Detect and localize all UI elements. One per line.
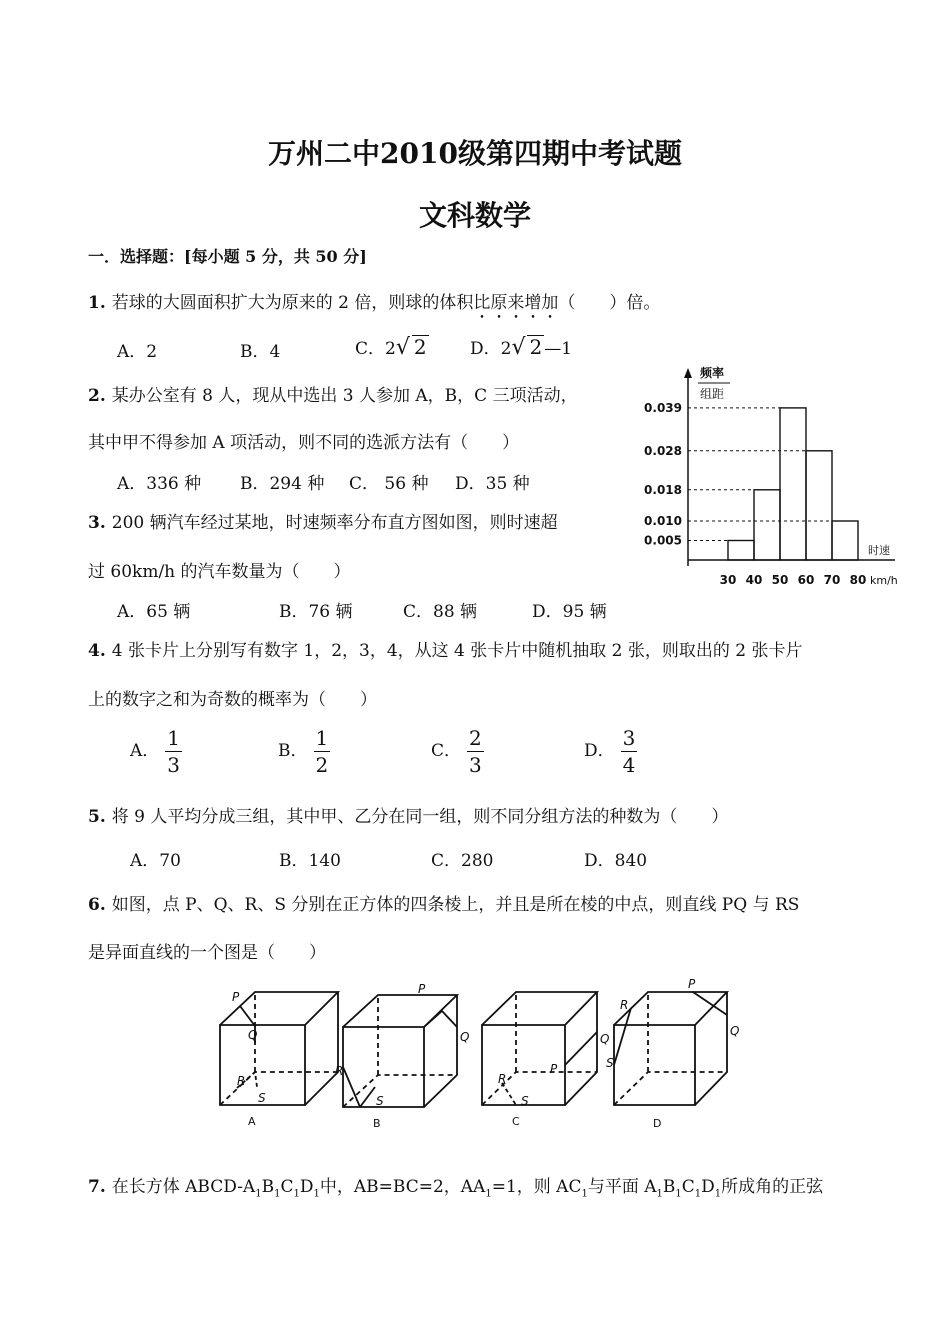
question-3	[88, 508, 558, 533]
page-title: 万州二中2010级第四期中考试题	[268, 137, 682, 170]
svg-text:R: R	[335, 1064, 344, 1078]
cube-label-a: A	[248, 1115, 256, 1128]
fraction: $\frac{1}{3}$	[167, 726, 181, 777]
x-tick-label: 30	[719, 573, 737, 587]
question-text: 将 9 人平均分成三组，其中甲、乙分在同一组，则不同分组方法的种数为（ ）	[111, 807, 729, 827]
svg-text:Q: Q	[730, 1024, 740, 1038]
x-tick-label: 80	[849, 573, 867, 587]
question-2-line2: 其中甲不得参加 A 项活动，则不同的选派方法有（ ）	[88, 433, 520, 453]
question-6	[88, 890, 799, 915]
page-subtitle: 文科数学	[418, 199, 531, 232]
fraction: $\frac{3}{4}$	[622, 726, 636, 777]
q4-option-b: B． $\frac{1}{2}$	[278, 726, 329, 777]
histogram-bar	[806, 451, 832, 560]
q2-option-b: B．294 种	[240, 474, 325, 494]
frequency-histogram	[640, 362, 905, 592]
y-label-bottom: 组距	[700, 387, 725, 401]
svg-text:P: P	[418, 982, 426, 996]
q5-option-c: C．280	[431, 851, 494, 871]
question-1	[88, 288, 660, 323]
x-tick-label: 70	[823, 573, 841, 587]
x-tick-label: 40	[745, 573, 763, 587]
x-label-bottom: km/h	[870, 574, 898, 587]
question-number: 1.	[88, 293, 106, 313]
q3-option-d: D．95 辆	[532, 602, 607, 622]
q4-option-a: A． $\frac{1}{3}$	[130, 726, 181, 777]
svg-text:Q: Q	[600, 1032, 610, 1046]
section-heading: 一．选择题：[每小题 5 分，共 50 分]	[88, 247, 367, 266]
cube-c	[482, 992, 597, 1105]
fraction: $\frac{1}{2}$	[315, 726, 329, 777]
y-tick-label: 0.039	[644, 400, 682, 415]
q3-option-c: C．88 辆	[403, 602, 478, 622]
y-tick-label: 0.018	[644, 482, 682, 497]
question-text: 4 张卡片上分别写有数字 1，2，3，4，从这 4 张卡片中随机抽取 2 张，则取出的 2 张卡片	[111, 641, 803, 661]
y-tick-label: 0.005	[644, 533, 682, 548]
svg-text:Q: Q	[460, 1030, 470, 1044]
q4-option-d: D． $\frac{3}{4}$	[584, 726, 636, 777]
question-4-line2: 上的数字之和为奇数的概率为（ ）	[88, 690, 377, 710]
x-tick-label: 50	[771, 573, 789, 587]
cube-b	[343, 995, 457, 1107]
q2-option-a: A．336 种	[117, 474, 202, 494]
svg-text:R: R	[237, 1074, 246, 1088]
svg-text:S: S	[606, 1056, 614, 1070]
cube-d	[614, 992, 727, 1105]
question-4	[88, 636, 803, 661]
q3-option-a: A．65 辆	[117, 602, 191, 622]
histogram-bar	[728, 541, 754, 561]
svg-text:S: S	[376, 1094, 384, 1108]
fraction: $\frac{2}{3}$	[469, 726, 482, 777]
q2-option-c: C． 56 种	[349, 474, 429, 494]
question-text: 如图，点 P、Q、R、S 分别在正方体的四条棱上，并且是所在棱的中点，则直线 PQ 与 RS	[111, 895, 800, 915]
q1-option-b: B．4	[240, 342, 281, 362]
emphasized-text: 比原来增加	[473, 293, 559, 313]
q1-option-c: C．2√ 2	[355, 335, 427, 360]
histogram-bar	[780, 408, 806, 560]
cube-label-d: D	[653, 1117, 662, 1130]
q4-option-c: C． $\frac{2}{3}$	[431, 726, 482, 777]
svg-text:S: S	[521, 1094, 529, 1108]
question-text: 某办公室有 8 人，现从中选出 3 人参加 A，B，C 三项活动，	[111, 386, 578, 406]
q1-option-d: D．2√ 2 —1	[470, 335, 573, 360]
question-text: 200 辆汽车经过某地，时速频率分布直方图如图，则时速超	[111, 513, 558, 533]
question-number: 2.	[88, 386, 106, 406]
histogram-bar	[754, 490, 780, 560]
question-number: 7.	[88, 1177, 106, 1197]
svg-text:P: P	[232, 990, 240, 1004]
cube-label-c: C	[512, 1115, 520, 1128]
cube-figures	[210, 975, 750, 1140]
question-number: 6.	[88, 895, 106, 915]
svg-text:P: P	[688, 977, 696, 991]
x-label-top: 时速	[868, 544, 890, 557]
q2-option-d: D．35 种	[455, 474, 530, 494]
question-text-end: （ ）倍。	[558, 293, 661, 313]
y-tick-label: 0.028	[644, 443, 682, 458]
question-5	[88, 802, 728, 827]
question-text: 若球的大圆面积扩大为原来的 2 倍，则球的体积	[111, 293, 474, 313]
x-tick-label: 60	[797, 573, 815, 587]
svg-text:R: R	[498, 1072, 507, 1086]
question-7: 7. 在长方体 ABCD-$A_1B_1C_1D_1$中，AB=BC=2，$AA_1=1$，则 $AC_1$与平面 $A_1B_1C_1D_1$所成角的正弦	[88, 1177, 824, 1200]
q5-option-b: B．140	[279, 851, 341, 871]
q5-option-d: D．840	[584, 851, 648, 871]
y-tick-label: 0.010	[644, 514, 682, 528]
svg-text:S: S	[258, 1091, 266, 1105]
question-number: 4.	[88, 641, 106, 661]
y-axis-arrow	[684, 368, 692, 378]
cube-label-b: B	[373, 1117, 381, 1130]
svg-text:R: R	[620, 998, 629, 1012]
cube-a	[220, 992, 338, 1105]
svg-text:P: P	[550, 1062, 558, 1076]
question-3-line2: 过 60km/h 的汽车数量为（ ）	[88, 562, 351, 582]
histogram-bar	[832, 521, 858, 560]
question-2	[88, 381, 578, 406]
question-6-line2: 是异面直线的一个图是（ ）	[88, 943, 326, 963]
q1-option-a: A．2	[117, 342, 158, 362]
svg-text:Q: Q	[248, 1028, 258, 1042]
radical-sign: √	[395, 335, 410, 360]
y-label-top: 频率	[700, 366, 725, 380]
q5-option-a: A．70	[130, 851, 181, 871]
question-number: 5.	[88, 807, 106, 827]
q3-option-b: B．76 辆	[279, 602, 353, 622]
radical-sign: √	[511, 335, 526, 360]
question-number: 3.	[88, 513, 106, 533]
